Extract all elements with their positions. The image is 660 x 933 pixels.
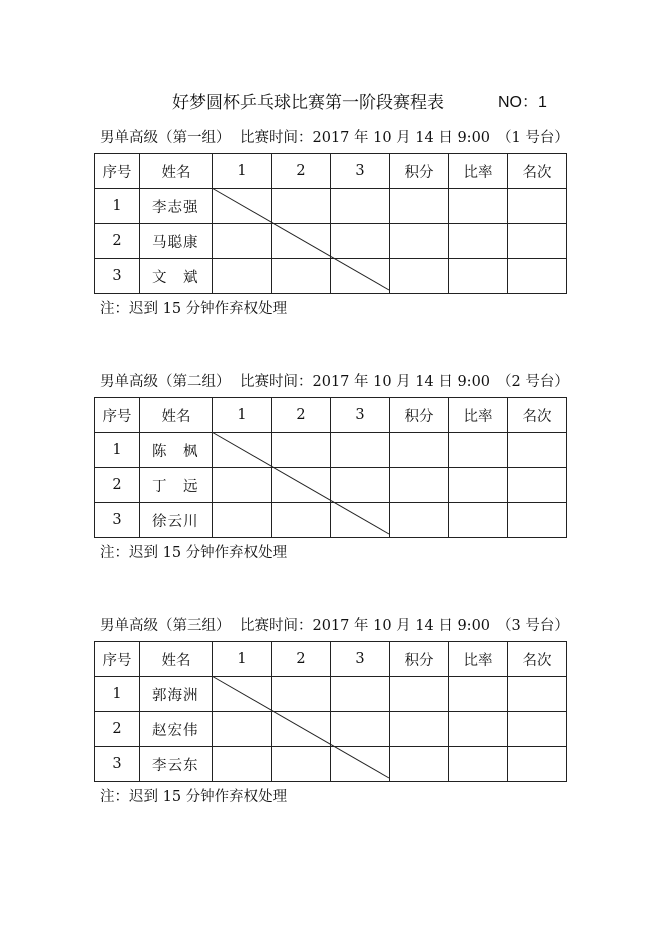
group-event: 男单高级（第二组） (100, 374, 231, 390)
header-cell: 积分 (390, 154, 449, 189)
result-cell (390, 677, 449, 712)
header-cell: 序号 (95, 642, 140, 677)
result-cell (331, 468, 390, 503)
result-cell (390, 224, 449, 259)
header-cell: 2 (272, 642, 331, 677)
schedule-table-wrap (94, 153, 566, 291)
match-time: 比赛时间：2017 年 10 月 14 日 9:00 (240, 130, 491, 146)
result-cell (331, 712, 390, 747)
header-cell: 比率 (449, 154, 508, 189)
table-row (95, 259, 567, 294)
table-row (95, 468, 567, 503)
result-cell (449, 468, 508, 503)
table-row (95, 712, 567, 747)
result-cell (331, 503, 390, 538)
header-cell: 积分 (390, 642, 449, 677)
result-cell (213, 433, 272, 468)
table-number: （2 号台） (497, 374, 569, 390)
header-cell: 1 (213, 154, 272, 189)
table-header-row (95, 398, 567, 433)
result-cell (449, 259, 508, 294)
match-time: 比赛时间：2017 年 10 月 14 日 9:00 (240, 374, 491, 390)
header-cell: 1 (213, 642, 272, 677)
schedule-table (94, 153, 567, 294)
header-cell: 比率 (449, 398, 508, 433)
schedule-table-wrap (94, 641, 566, 779)
result-cell (331, 433, 390, 468)
document-header (0, 88, 660, 113)
header-cell: 名次 (508, 154, 567, 189)
player-number: 2 (95, 712, 140, 747)
result-cell (508, 433, 567, 468)
player-name: 文 斌 (140, 259, 213, 294)
late-notice: 注：迟到 15 分钟作弃权处理 (100, 789, 288, 805)
result-cell (449, 224, 508, 259)
result-cell (213, 189, 272, 224)
table-row (95, 747, 567, 782)
player-name: 陈 枫 (140, 433, 213, 468)
match-time: 比赛时间：2017 年 10 月 14 日 9:00 (240, 618, 491, 634)
table-row (95, 503, 567, 538)
result-cell (390, 259, 449, 294)
result-cell (449, 503, 508, 538)
player-name: 马聪康 (140, 224, 213, 259)
header-cell: 名次 (508, 398, 567, 433)
header-cell: 3 (331, 398, 390, 433)
result-cell (449, 712, 508, 747)
header-cell: 姓名 (140, 154, 213, 189)
result-cell (213, 259, 272, 294)
table-header-row (95, 154, 567, 189)
header-cell: 名次 (508, 642, 567, 677)
table-number: （1 号台） (497, 130, 569, 146)
result-cell (213, 224, 272, 259)
result-cell (331, 189, 390, 224)
result-cell (390, 189, 449, 224)
schedule-group-2 (0, 370, 660, 570)
result-cell (213, 747, 272, 782)
result-cell (390, 433, 449, 468)
player-name: 李志强 (140, 189, 213, 224)
header-cell: 序号 (95, 398, 140, 433)
schedule-group-1 (0, 126, 660, 326)
player-name: 丁 远 (140, 468, 213, 503)
late-notice: 注：迟到 15 分钟作弃权处理 (100, 545, 288, 561)
result-cell (272, 677, 331, 712)
result-cell (449, 433, 508, 468)
player-number: 2 (95, 224, 140, 259)
schedule-table-wrap (94, 397, 566, 535)
table-row (95, 433, 567, 468)
header-cell: 2 (272, 154, 331, 189)
result-cell (331, 677, 390, 712)
table-number: （3 号台） (497, 618, 569, 634)
player-number: 1 (95, 677, 140, 712)
header-cell: 比率 (449, 642, 508, 677)
player-number: 1 (95, 433, 140, 468)
document-number: NO：1 (498, 94, 547, 111)
player-number: 1 (95, 189, 140, 224)
result-cell (272, 259, 331, 294)
result-cell (508, 712, 567, 747)
result-cell (508, 189, 567, 224)
result-cell (449, 189, 508, 224)
header-cell: 1 (213, 398, 272, 433)
result-cell (272, 189, 331, 224)
document-title: 好梦圆杯乒乓球比赛第一阶段赛程表 (172, 93, 444, 113)
group-event: 男单高级（第三组） (100, 618, 231, 634)
header-cell: 3 (331, 154, 390, 189)
result-cell (449, 747, 508, 782)
schedule-table (94, 397, 567, 538)
result-cell (508, 259, 567, 294)
player-number: 3 (95, 503, 140, 538)
player-number: 3 (95, 259, 140, 294)
group-header (100, 370, 570, 390)
result-cell (508, 747, 567, 782)
result-cell (508, 503, 567, 538)
result-cell (213, 468, 272, 503)
table-row (95, 224, 567, 259)
result-cell (213, 677, 272, 712)
header-cell: 姓名 (140, 642, 213, 677)
schedule-table (94, 641, 567, 782)
result-cell (272, 468, 331, 503)
player-name: 郭海洲 (140, 677, 213, 712)
result-cell (213, 503, 272, 538)
header-cell: 序号 (95, 154, 140, 189)
result-cell (449, 677, 508, 712)
table-row (95, 677, 567, 712)
result-cell (508, 677, 567, 712)
player-number: 3 (95, 747, 140, 782)
player-number: 2 (95, 468, 140, 503)
player-name: 徐云川 (140, 503, 213, 538)
group-header (100, 614, 570, 634)
table-row (95, 189, 567, 224)
header-cell: 积分 (390, 398, 449, 433)
group-header (100, 126, 570, 146)
result-cell (331, 224, 390, 259)
late-notice: 注：迟到 15 分钟作弃权处理 (100, 301, 288, 317)
result-cell (331, 259, 390, 294)
header-cell: 姓名 (140, 398, 213, 433)
result-cell (213, 712, 272, 747)
result-cell (390, 747, 449, 782)
header-cell: 2 (272, 398, 331, 433)
result-cell (508, 468, 567, 503)
group-event: 男单高级（第一组） (100, 130, 231, 146)
schedule-group-3 (0, 614, 660, 814)
result-cell (272, 712, 331, 747)
result-cell (272, 503, 331, 538)
result-cell (331, 747, 390, 782)
header-cell: 3 (331, 642, 390, 677)
result-cell (390, 503, 449, 538)
result-cell (272, 433, 331, 468)
player-name: 李云东 (140, 747, 213, 782)
player-name: 赵宏伟 (140, 712, 213, 747)
result-cell (390, 712, 449, 747)
result-cell (390, 468, 449, 503)
table-header-row (95, 642, 567, 677)
result-cell (272, 747, 331, 782)
result-cell (272, 224, 331, 259)
result-cell (508, 224, 567, 259)
